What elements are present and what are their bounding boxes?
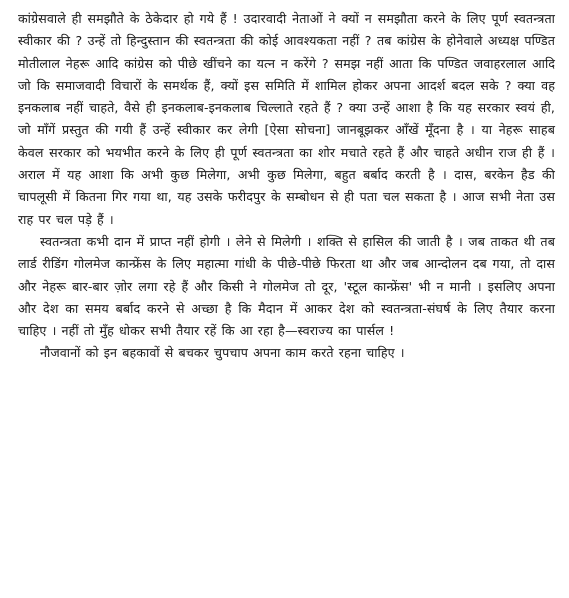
paragraph-3: नौजवानों को इन बहकावों से बचकर चुपचाप अपना काम करते रहना चाहिए । [40, 345, 405, 361]
paragraph-2: स्वतन्त्रता कभी दान में प्राप्त नहीं होगी । लेने से मिलेगी । शक्ति से हासिल की जाती है । जब ताकत थी तब लार्ड रीडिंग गोलमेज कान्फ्रेंस के लिए महात्मा गांधी के पीछे-पीछे फिरता था और जब आन्दोलन दब गया, तो दास और नेहरू बार-बार ज़ोर लगा रहे हैं और किसी ने गोलमेज तो दूर, 'स्टूल कान्फ्रेंस' भी न मानी । इसलिए अपना और देश का समय बर्बाद करने से अच्छा है कि मैदान में आकर देश को स्वतन्त्रता-संघर्ष के लिए तैयार करना चाहिए । नहीं तो मुँह धोकर सभी तैयार रहें कि आ रहा है—स्वराज्य का पार्सल ! [18, 233, 555, 339]
paragraph-1: कांग्रेसवाले ही समझौते के ठेकेदार हो गये हैं ! उदारवादी नेताओं ने क्यों न समझौता करने के लिए पूर्ण स्वतन्त्रता स्वीकार की ? उन्हें तो हिन्दुस्तान की स्वतन्त्रता की कोई आवश्यकता नहीं ? तब कांग्रेस के होनेवाले अध्यक्ष पण्डित मोतीलाल नेहरू आदि कांग्रेस को पीछे खींचने का यत्न न करेंगे ? समझ नहीं आता कि पण्डित जवाहरलाल आदि जो कि समाजवादी विचारों के समर्थक हैं, क्यों इस समिति में शामिल होकर अपना आदर्श बदल सके ? क्या वह इनकलाब नहीं चाहते, वैसे ही इनकलाब-इनकलाब चिल्लाते रहते हैं ? क्या उन्हें आशा है कि यह सरकार स्वयं ही, जो माँगें प्रस्तुत की गयी हैं उन्हें स्वीकार कर लेगी [ऐसा सोचना] जानबूझकर आँखें मूँदना है । या नेहरू साहब केवल सरकार को भयभीत करने के लिए ही पूर्ण स्वतन्त्रता का शोर मचाते रहते हैं और चाहते अधीन राज ही हैं । अराल में यह आशा कि अभी कुछ मिलेगा, अभी कुछ मिलेगा, बहुत बर्बाद करती है । दास, बरकेन हैड की चापलूसी में कितना गिर गया था, यह उसके फरीदपुर के सम्बोधन से ही पता चल सकता है । आज सभी नेता उस राह पर चल पड़े हैं । [18, 11, 555, 227]
